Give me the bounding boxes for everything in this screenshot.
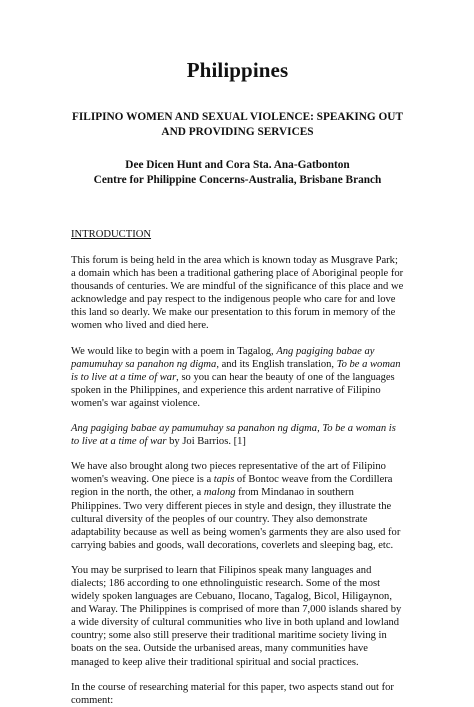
- paragraph-2-text-c: , and its English translation,: [216, 358, 337, 370]
- paragraph-1: This forum is being held in the area which is known today as Musgrave Park; a domain which has been a traditional gathering place of Aboriginal people for thousands of centuries. We are mindful of the significance of this place and we acknowledge and pay respect to the indigenous people who care for and love this land so dearly. We make our presentation to this forum in memory of the women who lived and died here.: [71, 255, 404, 332]
- paragraph-4: [71, 460, 404, 552]
- authors-block: [71, 158, 404, 187]
- poem-citation-author: by Joi Barrios. [1]: [166, 436, 246, 448]
- poem-title-english: To be a woman is to live at a time of war: [71, 358, 401, 383]
- term-malong: malong: [203, 487, 236, 499]
- paragraph-4-text-a: We have also brought along two pieces representative of the art of Filipino women's weaving. One piece is a: [71, 461, 386, 486]
- paragraph-2-text-a: We would like to begin with a poem in Tagalog,: [71, 345, 277, 357]
- paragraph-4-text-c: of Bontoc weave from the Cordillera region in the north, the other, a: [71, 474, 393, 499]
- paragraph-5: You may be surprised to learn that Filipinos speak many languages and dialects; 186 according to one ethnolinguistic research. Some of the most widely spoken languages are Cebuano, Ilocano, Tagalog, Bicol, Hiligaynon, and Waray. The Philippines is comprised of more than 7,000 islands shared by a wide diversity of cultural communities who live in both upland and lowland country; some also still preserve their traditional maritime society living in boats on the sea. Outside the urbanised areas, many communities have managed to keep alive their traditional spiritual and social practices.: [71, 564, 402, 668]
- authors-line: Dee Dicen Hunt and Cora Sta. Ana-Gatbonton: [125, 159, 350, 171]
- poem-citation-titles: Ang pagiging babae ay pamumuhay sa panahon ng digma, To be a woman is to live at a time of war: [71, 423, 396, 448]
- page-title: Philippines: [186, 58, 289, 82]
- paragraph-2-text-e: , so you can hear the beauty of one of the languages spoken in the Philippines, and experience this ardent narrative of Filipino women's war against violence.: [71, 371, 395, 409]
- paragraph-3: [71, 422, 404, 448]
- term-tapis: tapis: [213, 474, 235, 486]
- paragraph-2: [71, 345, 404, 410]
- section-heading-introduction: INTRODUCTION: [71, 229, 152, 240]
- poem-title-tagalog: Ang pagiging babae ay pamumuhay sa panahon ng digma: [71, 345, 375, 370]
- affiliation-line: Centre for Philippine Concerns-Australia, Brisbane Branch: [93, 173, 382, 186]
- paragraph-4-text-e: from Mindanao in southern Philippines. Two very different pieces in style and design, they illustrate the cultural diversity of the peoples of our country. They also demonstrate adaptability because as well as being women's garments they are also used for carrying babies and goods, wall decorations, coverlets and sleeping bag, etc.: [71, 487, 401, 551]
- paper-subtitle: FILIPINO WOMEN AND SEXUAL VIOLENCE: SPEAKING OUT AND PROVIDING SERVICES: [71, 111, 403, 138]
- paragraph-6: In the course of researching material for this paper, two aspects stand out for comment:: [71, 681, 394, 706]
